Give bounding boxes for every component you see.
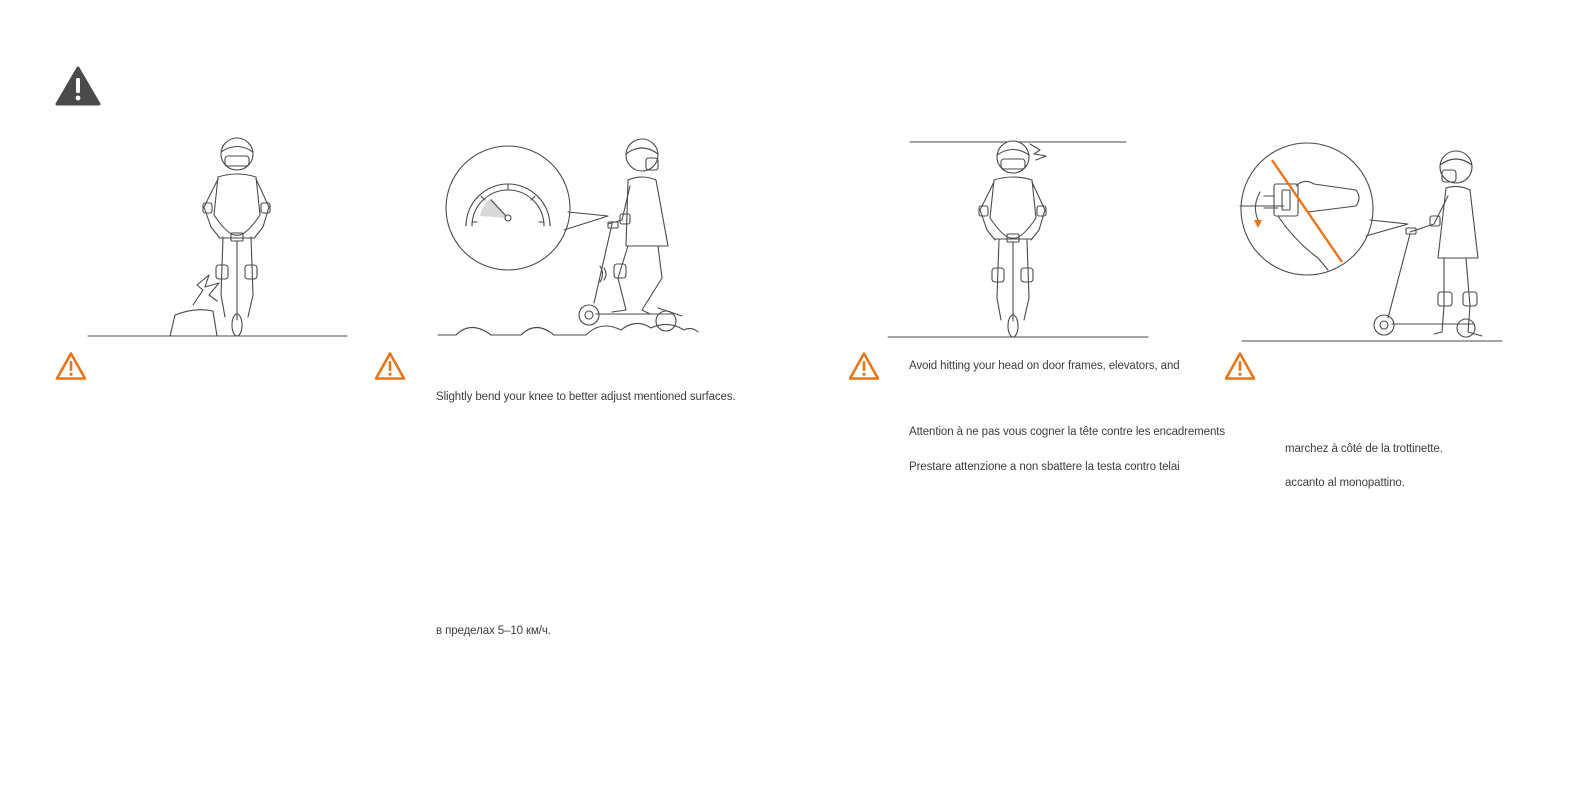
illustration-head-clearance	[880, 138, 1150, 343]
head-instruction-text-fr: Attention à ne pas vous cogner la tête contre les encadrements	[909, 426, 1225, 438]
warning-triangle-outline-icon	[1224, 351, 1256, 381]
head-instruction-text-it: Prestare attenzione a non sbattere la testa contro telai	[909, 461, 1180, 473]
warning-triangle-outline-icon	[374, 351, 406, 381]
walk-instruction-text-it: accanto al monopattino.	[1285, 477, 1405, 489]
warning-triangle-filled-icon	[55, 66, 101, 106]
speed-instruction-text: Slightly bend your knee to better adjust mentioned surfaces.	[436, 391, 736, 403]
warning-triangle-outline-icon	[55, 351, 87, 381]
illustration-obstacle	[85, 135, 350, 340]
illustration-throttle	[1238, 140, 1508, 343]
walk-instruction-text-fr: marchez à côté de la trottinette.	[1285, 443, 1443, 455]
speed-instruction-text-ru: в пределах 5–10 км/ч.	[436, 625, 551, 637]
warning-triangle-outline-icon	[848, 351, 880, 381]
head-instruction-text-en: Avoid hitting your head on door frames, elevators, and	[909, 360, 1180, 372]
illustration-speed	[436, 138, 706, 340]
